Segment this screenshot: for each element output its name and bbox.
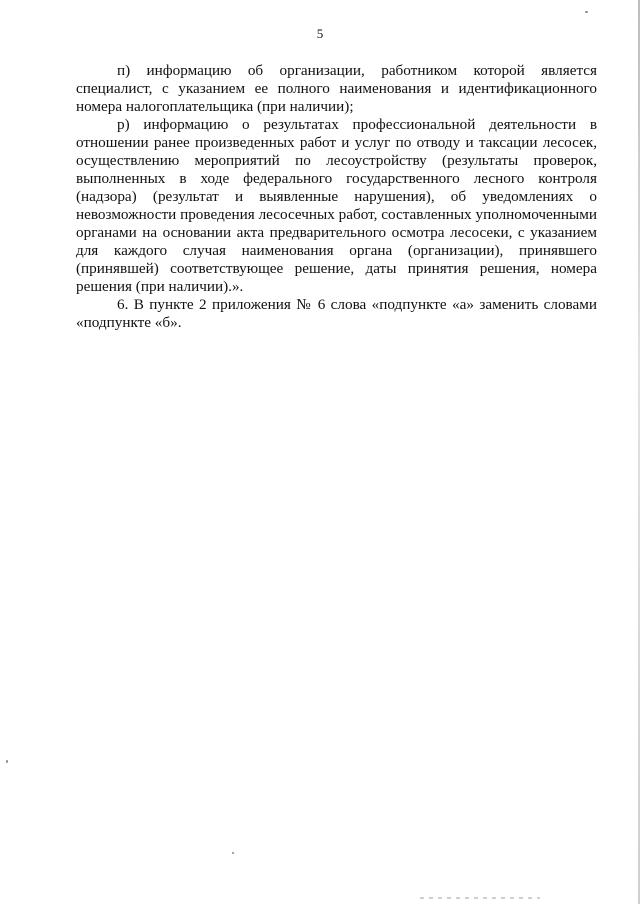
scan-speck xyxy=(585,11,588,13)
paragraph-6: 6. В пункте 2 приложения № 6 слова «подпункте «а» заменить словами «подпункте «б». xyxy=(76,296,597,331)
paragraph-p: п) информацию об организации, работником которой является специалист, с указанием ее полного наименования и идентификационного номера налогоплательщика (при наличии); xyxy=(76,62,597,115)
paragraph-r: р) информацию о результатах профессиональной деятельности в отношении ранее произведенных работ и услуг по отводу и таксации лесосек, осуществлению мероприятий по лесоустройству (результаты проверок, выполненных в ходе федерального государственного лесного контроля (надзора) (результат и выявленные нарушения), об уведомлениях о невозможности проведения лесосечных работ, составленных уполномоченными органами на основании акта предварительного осмотра лесосеки, с указанием для каждого случая наименования органа (организации), принявшего (принявшей) соответствующее решение, даты принятия решения, номера решения (при наличии).». xyxy=(76,116,597,295)
scan-noise xyxy=(420,897,540,899)
scan-speck xyxy=(6,760,8,763)
page-number: 5 xyxy=(316,26,324,41)
document-body xyxy=(76,62,597,332)
scan-speck xyxy=(232,852,234,854)
